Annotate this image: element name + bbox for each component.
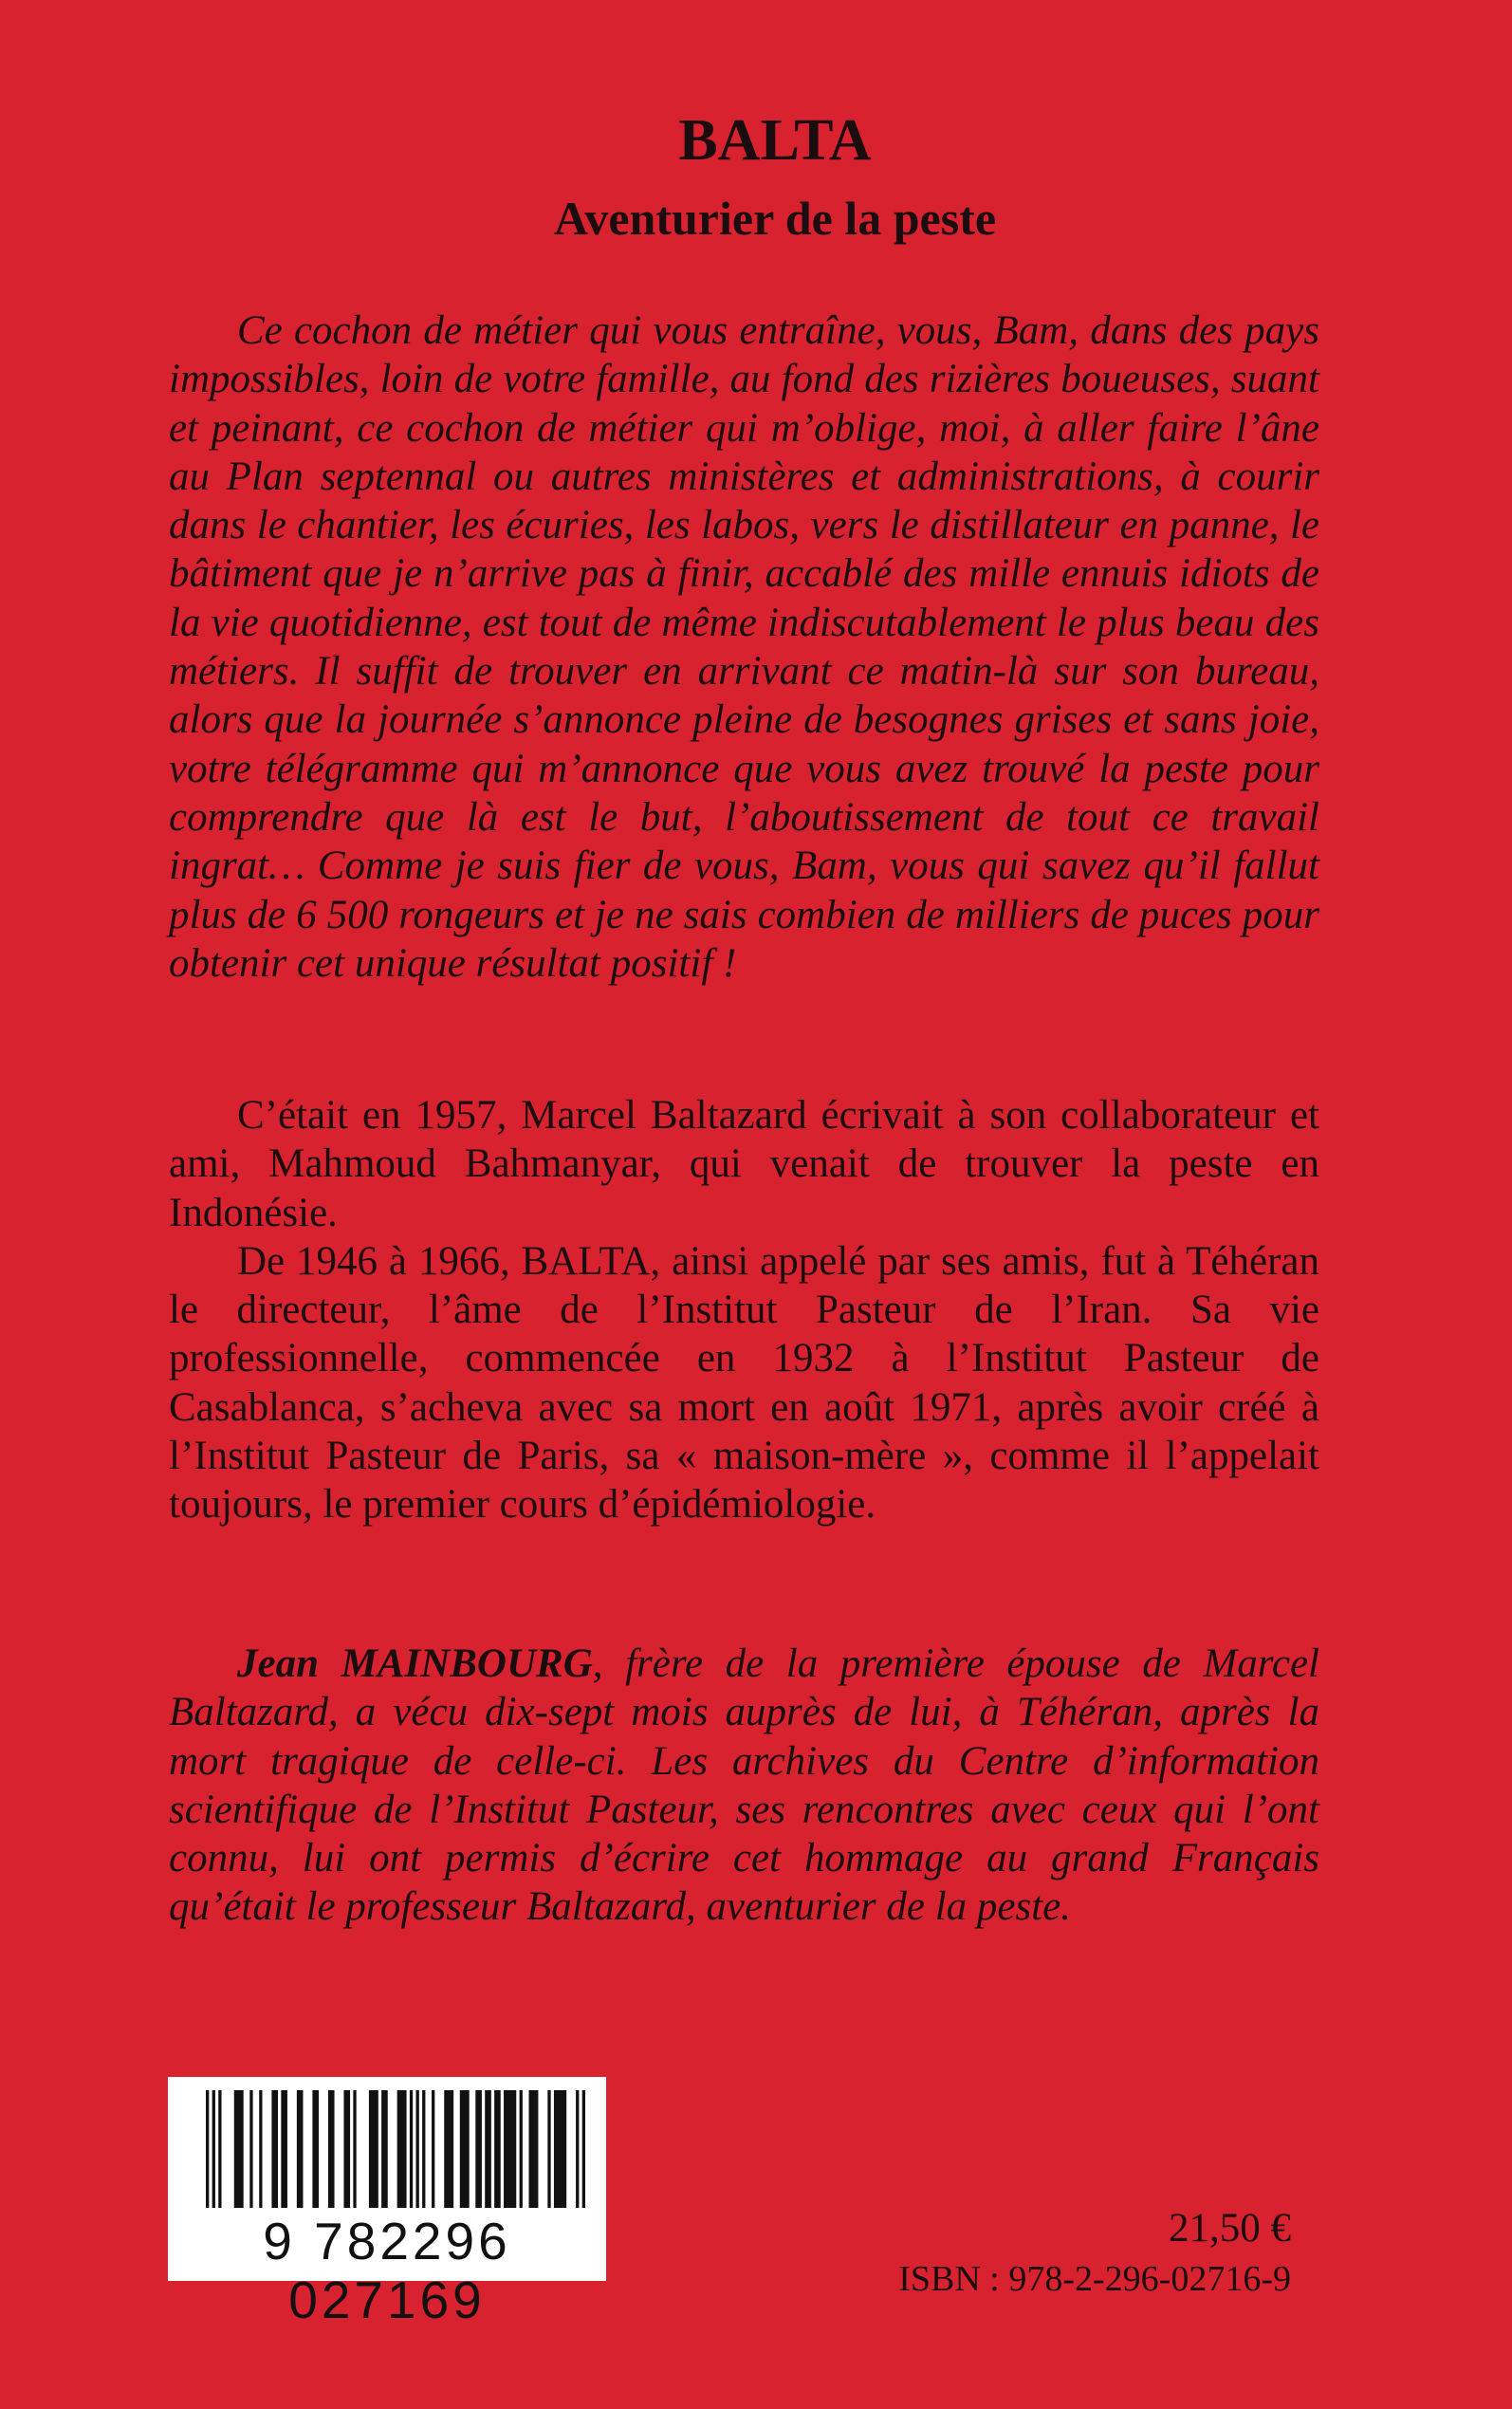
barcode-bar <box>554 2090 566 2208</box>
barcode-bar <box>576 2090 579 2208</box>
barcode-digits: 9 782296 027169 <box>263 2212 511 2329</box>
barcode-bar <box>369 2090 378 2208</box>
barcode-bar <box>234 2090 244 2208</box>
barcode-bar <box>212 2090 215 2208</box>
barcode-bar <box>297 2090 304 2208</box>
barcode-bar <box>415 2090 418 2208</box>
barcode-bar <box>343 2090 350 2208</box>
author-paragraph <box>169 1640 1319 1932</box>
isbn: ISBN : 978-2-296-02716-9 <box>898 2259 1291 2299</box>
barcode-bar <box>529 2090 539 2208</box>
barcode-bar <box>422 2090 425 2208</box>
author-bio: , frère de la première épouse de Marcel Baltazard, a vécu dix-sept mois auprès de lui, à Téhéran, après la mort tragique de celle-ci. Les archives du Centre d’information scientifique de l’Institut Pasteur, ses rencontres avec ceux qui l’ont connu, lui ont permis d’écrire cet hommage au grand Français qu’était le professeur Baltazard, aventurier de la peste. <box>169 1641 1319 1930</box>
barcode-bar <box>218 2090 221 2208</box>
barcode-bar <box>397 2090 407 2208</box>
barcode-bar <box>271 2090 278 2208</box>
barcode-bar <box>432 2090 434 2208</box>
barcode <box>168 2077 606 2329</box>
barcode-bar <box>460 2090 470 2208</box>
context-paragraph-2: De 1946 à 1966, BALTA, ainsi appelé par ses amis, fut à Téhéran le directeur, l’âme de l’Institut Pasteur de l’Iran. Sa vie professionnelle, commencée en 1932 à l’Institut Pasteur de Casablanca, s’acheva avec sa mort en août 1971, après avoir créé à l’Institut Pasteur de Paris, sa « maison-mère », comme il l’appelait toujours, le premier cours d’épidémiologie. <box>169 1238 1319 1528</box>
barcode-bar <box>444 2090 453 2208</box>
barcode-bar <box>312 2090 319 2208</box>
author-name: Jean MAINBOURG <box>237 1641 593 1686</box>
barcode-bars <box>168 2077 606 2219</box>
context-block <box>169 1091 1319 1529</box>
barcode-bar <box>494 2090 501 2208</box>
barcode-bar <box>504 2090 516 2208</box>
barcode-bar <box>259 2090 262 2208</box>
quote-block <box>169 306 1319 988</box>
barcode-bar <box>206 2090 209 2208</box>
barcode-bar <box>582 2090 585 2208</box>
barcode-bar <box>547 2090 550 2208</box>
barcode-bar <box>475 2090 482 2208</box>
barcode-bar <box>520 2090 523 2208</box>
barcode-bar <box>328 2090 335 2208</box>
context-paragraph-1: C’était en 1957, Marcel Baltazard écrivait à son collaborateur et ami, Mahmoud Bahmanyar, qui venait de trouver la peste en Indonésie. <box>169 1093 1319 1235</box>
barcode-bar <box>381 2090 388 2208</box>
barcode-bar <box>353 2090 356 2208</box>
price: 21,50 € <box>1169 2206 1291 2251</box>
book-subtitle: Aventurier de la peste <box>553 192 997 245</box>
barcode-bar <box>281 2090 287 2208</box>
book-title: BALTA <box>678 108 872 173</box>
barcode-bar <box>249 2090 252 2208</box>
quote-text: Ce cochon de métier qui vous entraîne, vous, Bam, dans des pays impossibles, loin de votre famille, au fond des rizières boueuses, suant et peinant, ce cochon de métier qui m’oblige, moi, à aller faire l’âne au Plan septennal ou autres ministères et administrations, à courir dans le chantier, les écuries, les labos, vers le distillateur en panne, le bâtiment que je n’arrive pas à finir, accablé des mille ennuis idiots de la vie quotidienne, est tout de même indiscutablement le plus beau des métiers. Il suffit de trouver en arrivant ce matin-là sur son bureau, alors que la journée s’annonce pleine de besognes grises et sans joie, votre télégramme qui m’annonce que vous avez trouvé la peste pour comprendre que là est le but, l’aboutissement de tout ce travail ingrat… Comme je suis fier de vous, Bam, vous qui savez qu’il fallut plus de 6 500 rongeurs et je ne sais combien de milliers de puces pour obtenir cet unique résultat positif ! <box>169 308 1319 986</box>
author-block <box>169 1640 1319 1932</box>
barcode-bar <box>410 2090 413 2208</box>
barcode-bar <box>485 2090 491 2208</box>
